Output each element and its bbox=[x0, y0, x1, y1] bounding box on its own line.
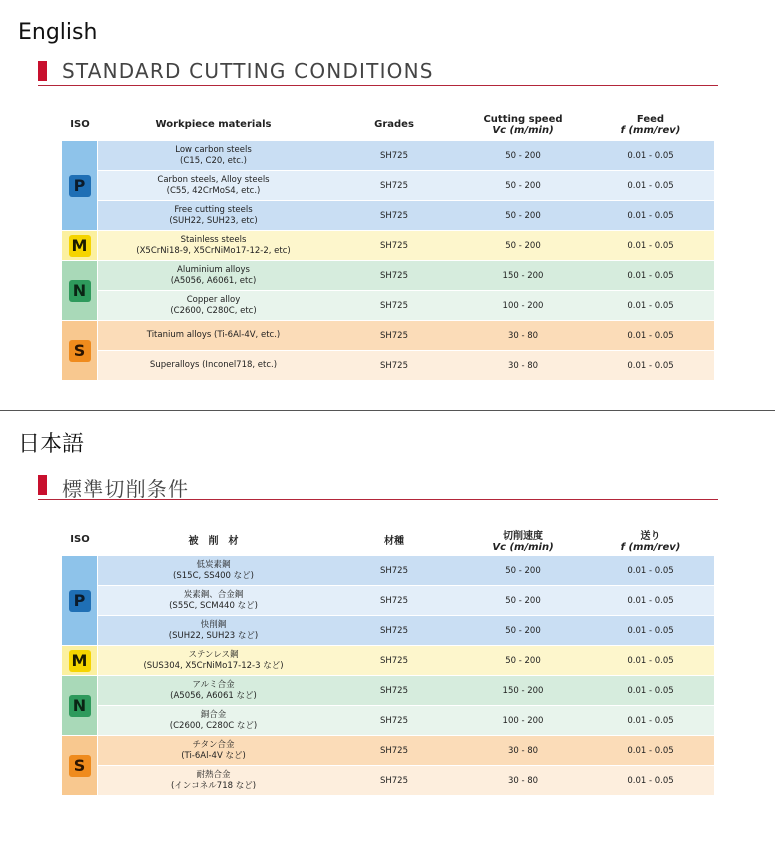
table-row bbox=[62, 766, 714, 796]
header-grades: 材種 bbox=[384, 536, 404, 547]
speed-cell: 150 - 200 bbox=[459, 261, 587, 291]
material-cell bbox=[98, 706, 329, 736]
header-speed bbox=[459, 523, 587, 556]
material-name: Titanium alloys (Ti-6Al-4V, etc.) bbox=[146, 330, 281, 340]
material-name: Aluminium alloys bbox=[177, 264, 250, 275]
header-material: Workpiece materials bbox=[155, 119, 272, 130]
grade-cell: SH725 bbox=[329, 736, 459, 766]
japanese-section bbox=[0, 411, 775, 855]
speed-cell: 50 - 200 bbox=[459, 556, 587, 586]
section-heading bbox=[38, 59, 718, 86]
table-row bbox=[62, 201, 714, 231]
cutting-conditions-table bbox=[62, 108, 714, 381]
header-feed-unit: f (mm/rev) bbox=[620, 124, 681, 136]
grade-cell: SH725 bbox=[329, 766, 459, 796]
speed-cell: 50 - 200 bbox=[459, 231, 587, 261]
grade-cell: SH725 bbox=[329, 171, 459, 201]
header-feed-unit: f (mm/rev) bbox=[620, 541, 681, 553]
header-feed bbox=[587, 108, 714, 141]
feed-cell: 0.01 - 0.05 bbox=[587, 646, 714, 676]
table-row bbox=[62, 736, 714, 766]
material-name: Copper alloy bbox=[186, 294, 241, 305]
speed-cell: 30 - 80 bbox=[459, 321, 587, 351]
feed-cell: 0.01 - 0.05 bbox=[587, 141, 714, 171]
grade-cell: SH725 bbox=[329, 201, 459, 231]
iso-group-cell bbox=[62, 141, 98, 231]
feed-cell: 0.01 - 0.05 bbox=[587, 231, 714, 261]
material-cell bbox=[98, 141, 329, 171]
table-row bbox=[62, 261, 714, 291]
table-row bbox=[62, 291, 714, 321]
table-row bbox=[62, 351, 714, 381]
header-speed-unit: Vc (m/min) bbox=[492, 541, 554, 553]
material-cell bbox=[98, 291, 329, 321]
speed-cell: 30 - 80 bbox=[459, 351, 587, 381]
english-section bbox=[0, 0, 775, 410]
material-examples: (C55, 42CrMoS4, etc.) bbox=[166, 185, 261, 196]
feed-cell: 0.01 - 0.05 bbox=[587, 321, 714, 351]
material-cell bbox=[98, 321, 329, 351]
speed-cell: 50 - 200 bbox=[459, 201, 587, 231]
iso-group-cell bbox=[62, 261, 98, 321]
grade-cell: SH725 bbox=[329, 706, 459, 736]
iso-p-badge: P bbox=[69, 175, 91, 197]
material-name: Stainless steels bbox=[180, 234, 247, 245]
header-feed-label: Feed bbox=[636, 113, 665, 125]
speed-cell: 50 - 200 bbox=[459, 616, 587, 646]
material-cell bbox=[98, 171, 329, 201]
material-cell bbox=[98, 766, 329, 796]
material-name: ステンレス鋼 bbox=[188, 649, 239, 660]
table-row bbox=[62, 231, 714, 261]
feed-cell: 0.01 - 0.05 bbox=[587, 171, 714, 201]
material-examples: (C15, C20, etc.) bbox=[180, 155, 247, 166]
table-row bbox=[62, 676, 714, 706]
material-examples: (A5056, A6061, etc) bbox=[170, 275, 257, 286]
feed-cell: 0.01 - 0.05 bbox=[587, 736, 714, 766]
material-examples: (SUH22, SUH23 など) bbox=[168, 630, 259, 641]
iso-n-badge: N bbox=[69, 280, 91, 302]
table-row bbox=[62, 616, 714, 646]
grade-cell: SH725 bbox=[329, 646, 459, 676]
header-iso: ISO bbox=[70, 534, 90, 545]
page-title: 標準切削条件 bbox=[62, 477, 190, 501]
material-examples: (S15C, SS400 など) bbox=[173, 570, 254, 581]
feed-cell: 0.01 - 0.05 bbox=[587, 676, 714, 706]
iso-m-badge: M bbox=[69, 650, 91, 672]
grade-cell: SH725 bbox=[329, 261, 459, 291]
iso-group-cell bbox=[62, 736, 98, 796]
feed-cell: 0.01 - 0.05 bbox=[587, 616, 714, 646]
iso-group-cell bbox=[62, 676, 98, 736]
feed-cell: 0.01 - 0.05 bbox=[587, 556, 714, 586]
speed-cell: 50 - 200 bbox=[459, 171, 587, 201]
iso-n-badge: N bbox=[69, 695, 91, 717]
page-title: STANDARD CUTTING CONDITIONS bbox=[62, 59, 434, 83]
speed-cell: 30 - 80 bbox=[459, 766, 587, 796]
iso-group-cell bbox=[62, 321, 98, 381]
material-name: 快削鋼 bbox=[200, 619, 227, 630]
material-examples: (Ti-6Al-4V など) bbox=[181, 750, 246, 761]
material-name: チタン合金 bbox=[192, 739, 235, 750]
material-cell bbox=[98, 646, 329, 676]
material-examples: (SUH22, SUH23, etc) bbox=[169, 215, 258, 226]
material-name: 炭素鋼、合金鋼 bbox=[183, 589, 244, 600]
grade-cell: SH725 bbox=[329, 321, 459, 351]
speed-cell: 100 - 200 bbox=[459, 706, 587, 736]
header-speed-label: 切削速度 bbox=[503, 530, 543, 542]
iso-s-badge: S bbox=[69, 340, 91, 362]
heading-accent-bar bbox=[38, 61, 47, 81]
material-cell bbox=[98, 556, 329, 586]
material-name: 耐熱合金 bbox=[196, 769, 231, 780]
grade-cell: SH725 bbox=[329, 291, 459, 321]
speed-cell: 30 - 80 bbox=[459, 736, 587, 766]
header-feed bbox=[587, 523, 714, 556]
material-name: 銅合金 bbox=[200, 709, 227, 720]
material-examples: (A5056, A6061 など) bbox=[170, 690, 257, 701]
material-cell bbox=[98, 201, 329, 231]
header-speed-label: Cutting speed bbox=[483, 113, 563, 125]
grade-cell: SH725 bbox=[329, 141, 459, 171]
header-iso: ISO bbox=[70, 119, 90, 130]
speed-cell: 50 - 200 bbox=[459, 646, 587, 676]
feed-cell: 0.01 - 0.05 bbox=[587, 291, 714, 321]
speed-cell: 50 - 200 bbox=[459, 586, 587, 616]
table-body bbox=[62, 141, 714, 381]
material-name: アルミ合金 bbox=[192, 679, 235, 690]
material-examples: (X5CrNi18-9, X5CrNiMo17-12-2, etc) bbox=[136, 245, 291, 256]
material-cell bbox=[98, 231, 329, 261]
material-cell bbox=[98, 351, 329, 381]
material-cell bbox=[98, 616, 329, 646]
material-examples: (SUS304, X5CrNiMo17-12-3 など) bbox=[143, 660, 284, 671]
speed-cell: 150 - 200 bbox=[459, 676, 587, 706]
material-examples: (S55C, SCM440 など) bbox=[169, 600, 258, 611]
feed-cell: 0.01 - 0.05 bbox=[587, 201, 714, 231]
feed-cell: 0.01 - 0.05 bbox=[587, 351, 714, 381]
material-examples: (インコネル718 など) bbox=[170, 780, 257, 791]
feed-cell: 0.01 - 0.05 bbox=[587, 261, 714, 291]
table-row bbox=[62, 706, 714, 736]
section-heading bbox=[38, 473, 718, 500]
heading-accent-bar bbox=[38, 475, 47, 495]
material-name: Carbon steels, Alloy steels bbox=[157, 174, 270, 185]
material-cell bbox=[98, 736, 329, 766]
table-row bbox=[62, 586, 714, 616]
iso-group-cell bbox=[62, 231, 98, 261]
language-label: 日本語 bbox=[18, 432, 85, 457]
header-feed-label: 送り bbox=[640, 530, 661, 542]
iso-s-badge: S bbox=[69, 755, 91, 777]
material-examples: (C2600, C280C など) bbox=[169, 720, 258, 731]
language-label: English bbox=[18, 20, 98, 45]
iso-group-cell bbox=[62, 646, 98, 676]
material-name: Free cutting steels bbox=[174, 204, 253, 215]
table-row bbox=[62, 141, 714, 171]
speed-cell: 50 - 200 bbox=[459, 141, 587, 171]
grade-cell: SH725 bbox=[329, 556, 459, 586]
material-name: Superalloys (Inconel718, etc.) bbox=[149, 360, 278, 370]
material-name: Low carbon steels bbox=[175, 144, 252, 155]
header-grades: Grades bbox=[374, 119, 414, 130]
grade-cell: SH725 bbox=[329, 351, 459, 381]
feed-cell: 0.01 - 0.05 bbox=[587, 586, 714, 616]
material-examples: (C2600, C280C, etc) bbox=[170, 305, 257, 316]
material-cell bbox=[98, 586, 329, 616]
grade-cell: SH725 bbox=[329, 586, 459, 616]
grade-cell: SH725 bbox=[329, 616, 459, 646]
iso-group-cell bbox=[62, 556, 98, 646]
grade-cell: SH725 bbox=[329, 231, 459, 261]
table-row bbox=[62, 321, 714, 351]
cutting-conditions-table bbox=[62, 523, 714, 796]
speed-cell: 100 - 200 bbox=[459, 291, 587, 321]
header-material: 被 削 材 bbox=[188, 536, 239, 547]
material-cell bbox=[98, 676, 329, 706]
material-cell bbox=[98, 261, 329, 291]
material-name: 低炭素鋼 bbox=[196, 559, 231, 570]
iso-p-badge: P bbox=[69, 590, 91, 612]
header-speed bbox=[459, 108, 587, 141]
table-body bbox=[62, 556, 714, 796]
iso-m-badge: M bbox=[69, 235, 91, 257]
header-speed-unit: Vc (m/min) bbox=[492, 124, 554, 136]
table-row bbox=[62, 556, 714, 586]
feed-cell: 0.01 - 0.05 bbox=[587, 706, 714, 736]
table-row bbox=[62, 171, 714, 201]
feed-cell: 0.01 - 0.05 bbox=[587, 766, 714, 796]
table-row bbox=[62, 646, 714, 676]
grade-cell: SH725 bbox=[329, 676, 459, 706]
